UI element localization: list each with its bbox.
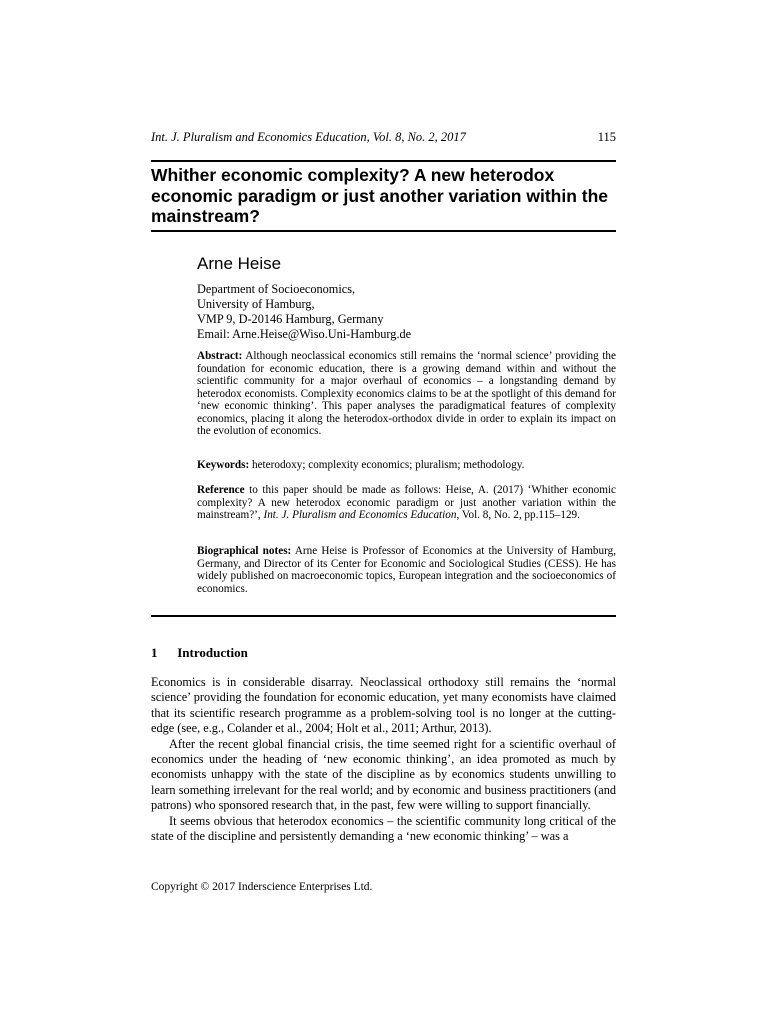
author-email[interactable]: Email: Arne.Heise@Wiso.Uni-Hamburg.de bbox=[197, 327, 412, 341]
copyright-footer: Copyright © 2017 Inderscience Enterprises Ltd. bbox=[151, 881, 373, 893]
abstract-label: Abstract: bbox=[197, 350, 243, 362]
paragraph: After the recent global financial crisis, the time seemed right for a scientific overhaul of economics under the heading of ‘new economic thinking’, an idea promoted as much by economists unhappy with the state of the discipline as by economics students unwilling to learn something irrelevant for the real world; and by economic and business practitioners (and patrons) who sponsored research that, in the past, few were willing to support financially. bbox=[151, 736, 616, 813]
front-matter-rule bbox=[151, 615, 616, 617]
paper-title: Whither economic complexity? A new heterodox economic paradigm or just another variation within the mainstream? bbox=[151, 165, 609, 226]
affiliation-line: University of Hamburg, bbox=[197, 297, 315, 311]
title-top-rule bbox=[151, 160, 616, 162]
section-heading bbox=[151, 645, 248, 660]
section-body bbox=[151, 675, 616, 844]
abstract-text: Although neoclassical economics still remains the ‘normal science’ providing the foundation for economic education, there is a growing demand within and without the scientific community for a major overhaul of economics – a longstanding demand by heterodox economists. Complexity economics claims to be at the spotlight of this demand for ‘new economic thinking’. This paper analyses the paradigmatical features of complexity economics, placing it along the heterodox-orthodox divide in order to explain its impact on the evolution of economics. bbox=[197, 350, 616, 437]
section-number: 1 bbox=[151, 645, 158, 660]
reference-label: Reference bbox=[197, 484, 245, 496]
biographical-notes bbox=[197, 545, 616, 595]
reference-note bbox=[197, 484, 616, 522]
reference-volume: , Vol. 8, No. 2, pp.115–129. bbox=[456, 509, 580, 521]
page-number: 115 bbox=[597, 130, 616, 144]
title-bottom-rule bbox=[151, 230, 616, 232]
author-name: Arne Heise bbox=[197, 254, 282, 273]
affiliation-line: VMP 9, D-20146 Hamburg, Germany bbox=[197, 312, 384, 326]
author-affiliation bbox=[197, 282, 616, 342]
section-title: Introduction bbox=[177, 645, 248, 660]
keywords bbox=[197, 459, 616, 472]
bio-label: Biographical notes: bbox=[197, 545, 292, 557]
paragraph: Economics is in considerable disarray. Neoclassical orthodoxy still remains the ‘normal science’ providing the foundation for economic education, yet many economists have claimed that its scientific research programme as a problem-solving tool is no longer at the cutting-edge (see, e.g., Colander et al., 2004; Holt et al., 2011; Arthur, 2013). bbox=[151, 675, 616, 736]
reference-text: to this paper should be made as follows: Heise, A. (2017) ‘Whither economic complexity? A new heterodox economic paradigm or just another variation within the mainstream?’, bbox=[197, 484, 617, 521]
keywords-text: heterodoxy; complexity economics; pluralism; methodology. bbox=[252, 459, 525, 471]
bio-text: Arne Heise is Professor of Economics at the University of Hamburg, Germany, and Director of its Center for Economic and Sociological Studies (CESS). He has widely published on macroeconomic topics, European integration and the socioeconomics of economics. bbox=[197, 545, 616, 595]
paper-page bbox=[151, 0, 616, 1024]
abstract bbox=[197, 350, 616, 438]
keywords-label: Keywords: bbox=[197, 459, 250, 471]
affiliation-line: Department of Socioeconomics, bbox=[197, 282, 356, 296]
reference-journal: Int. J. Pluralism and Economics Education bbox=[263, 509, 457, 521]
journal-citation: Int. J. Pluralism and Economics Education, Vol. 8, No. 2, 2017 bbox=[151, 130, 466, 144]
paragraph: It seems obvious that heterodox economics – the scientific community long critical of the state of the discipline and persistently demanding a ‘new economic thinking’ – was a bbox=[151, 813, 616, 844]
running-head bbox=[151, 130, 616, 145]
